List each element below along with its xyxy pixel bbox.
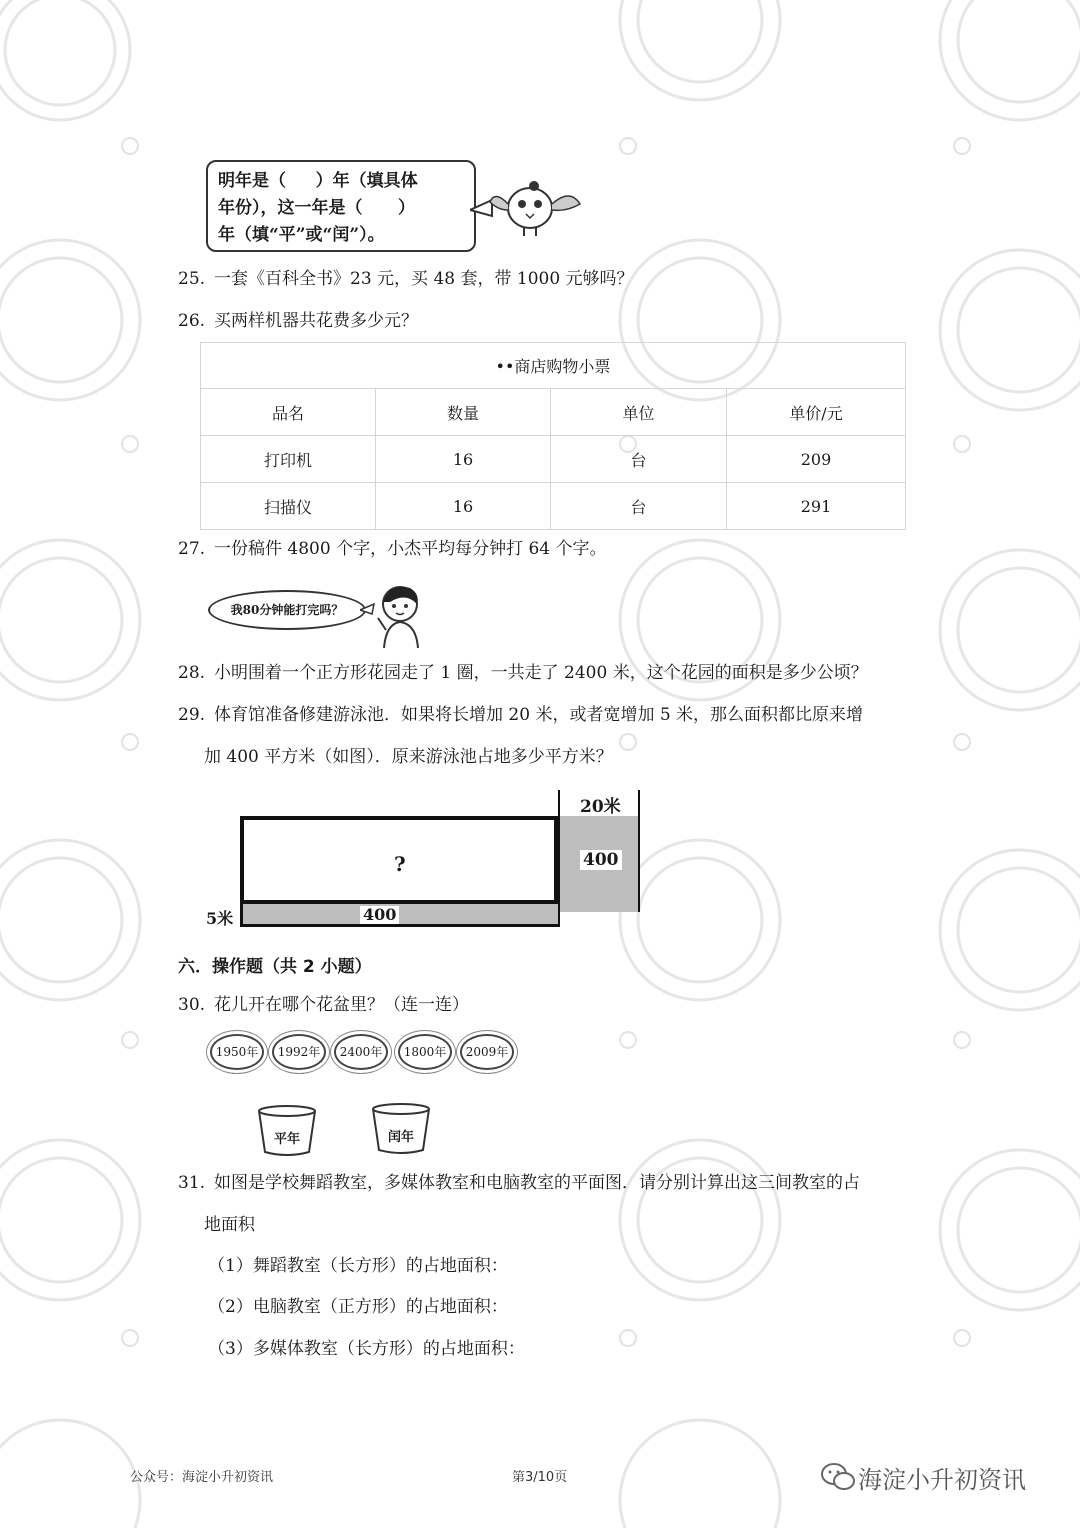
question-text: 体育馆准备修建游泳池．如果将长增加 20 米，或者宽增加 5 米，那么面积都比原来增	[214, 705, 864, 725]
header-cell: 品名	[201, 389, 376, 436]
pot-label: 平年	[273, 1132, 300, 1147]
header-cell: 数量	[376, 389, 551, 436]
flower-2400[interactable]: 2400年	[334, 1034, 388, 1070]
brand-name: 海淀小升初资讯	[858, 1466, 1026, 1494]
speech-bubble-typing: 我80分钟能打完吗？	[208, 590, 366, 630]
header-cell: 单位	[551, 389, 727, 436]
pot-leap-year[interactable]	[370, 1102, 432, 1154]
question-number: 25.	[178, 269, 206, 289]
speech-bubble-year: 明年是（ ）年（填具体 年份），这一年是（ ） 年（填“平”或“闰”）。	[206, 160, 476, 252]
table-cell: 打印机	[201, 436, 376, 483]
question-26	[178, 310, 418, 332]
question-30	[178, 994, 469, 1016]
area-bottom-label: 400	[360, 906, 399, 924]
sub-question-1: （1）舞蹈教室（长方形）的占地面积：	[208, 1256, 508, 1276]
question-text: 一份稿件 4800 个字，小杰平均每分钟打 64 个字。	[214, 539, 607, 559]
divider-line	[638, 790, 640, 912]
boy-illustration-icon	[360, 582, 430, 648]
question-29	[178, 704, 863, 726]
table-cell: 16	[376, 436, 551, 483]
table-header-row	[201, 389, 906, 436]
question-text: 买两样机器共花费多少元？	[214, 311, 418, 331]
receipt-table	[200, 342, 906, 530]
sub-question-2: （2）电脑教室（正方形）的占地面积：	[208, 1297, 508, 1317]
page-number: 第3/10页	[512, 1470, 568, 1485]
pot-label: 闰年	[387, 1130, 414, 1145]
question-number: 26.	[178, 311, 206, 331]
flower-1992[interactable]: 1992年	[272, 1034, 326, 1070]
divider-line	[240, 904, 243, 926]
table-cell: 台	[551, 483, 727, 530]
question-text: 一套《百科全书》23 元，买 48 套，带 1000 元够吗？	[214, 269, 634, 289]
question-27	[178, 538, 607, 560]
question-number: 28.	[178, 663, 206, 683]
wechat-icon	[820, 1462, 856, 1492]
table-cell: 291	[727, 483, 906, 530]
divider-line	[240, 924, 560, 927]
pot-common-year[interactable]	[256, 1104, 318, 1156]
unknown-area-label: ?	[394, 852, 406, 876]
label-5m: 5米	[206, 909, 234, 928]
section-title: 六．操作题（共 2 小题）	[178, 957, 372, 977]
question-number: 29.	[178, 705, 206, 725]
question-31	[178, 1172, 860, 1194]
flower-1950[interactable]: 1950年	[210, 1034, 264, 1070]
question-25	[178, 268, 634, 290]
question-text: 如图是学校舞蹈教室，多媒体教室和电脑教室的平面图．请分别计算出这三间教室的占	[214, 1173, 860, 1193]
question-number: 30.	[178, 995, 206, 1015]
sub-question-3: （3）多媒体教室（长方形）的占地面积：	[208, 1339, 525, 1359]
question-text: 花儿开在哪个花盆里？（连一连）	[214, 995, 469, 1015]
question-29-cont: 加 400 平方米（如图）．原来游泳池占地多少平方米？	[204, 747, 613, 767]
table-cell: 扫描仪	[201, 483, 376, 530]
question-number: 27.	[178, 539, 206, 559]
flower-2009[interactable]: 2009年	[460, 1034, 514, 1070]
label-20m: 20米	[580, 797, 621, 817]
question-28	[178, 662, 868, 684]
table-cell: 16	[376, 483, 551, 530]
question-number: 31.	[178, 1173, 206, 1193]
table-row	[201, 483, 906, 530]
table-cell: 209	[727, 436, 906, 483]
question-31-cont: 地面积	[204, 1215, 255, 1235]
header-cell: 单价/元	[727, 389, 906, 436]
footer-account: 公众号：海淀小升初资讯	[130, 1470, 274, 1485]
receipt-title: ••商店购物小票	[201, 343, 906, 389]
area-right-label: 400	[580, 850, 622, 870]
pool-diagram	[200, 788, 650, 933]
question-text: 小明围着一个正方形花园走了 1 圈，一共走了 2400 米，这个花园的面积是多少公顷？	[214, 663, 868, 683]
flower-1800[interactable]: 1800年	[398, 1034, 452, 1070]
table-row	[201, 436, 906, 483]
owl-illustration-icon	[470, 170, 585, 240]
table-cell: 台	[551, 436, 727, 483]
divider-line	[558, 790, 560, 926]
